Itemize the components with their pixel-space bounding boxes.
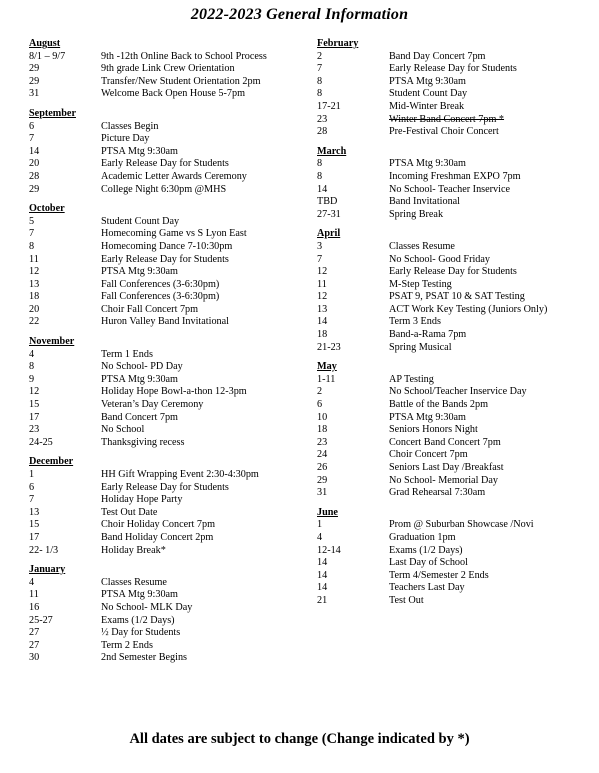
event-row [29,399,309,412]
event-date: 7 [317,253,323,265]
event-row [317,316,597,329]
event-date: 24 [317,449,328,461]
event-row [29,519,309,532]
month-heading-november: November [29,336,75,348]
event-row [29,545,309,558]
event-date: 14 [317,582,328,594]
event-row [317,519,597,532]
event-date: 23 [317,113,328,125]
event-row [317,88,597,101]
event-date: 21 [317,594,328,606]
event-date: 2 [317,50,323,62]
event-date: 28 [29,170,40,182]
event-description: Spring Musical [389,341,452,353]
event-description: ½ Day for Students [101,627,181,639]
event-row [317,291,597,304]
event-date: 17-21 [317,100,341,112]
event-date: 27-31 [317,208,341,220]
event-date: 18 [317,329,328,341]
event-description: ACT Work Key Testing (Juniors Only) [389,303,548,315]
event-description: HH Gift Wrapping Event 2:30-4:30pm [101,469,259,480]
event-date: 27 [29,627,40,639]
event-description: Huron Valley Band Invitational [101,316,229,328]
event-row [29,121,309,134]
event-description: Winter Band Concert 7pm * [389,113,505,125]
event-date: 22 [29,316,40,328]
event-row [29,374,309,387]
event-description: No School- Teacher Inservice [389,183,511,195]
event-date: 27 [29,639,40,651]
event-description: Prom @ Suburban Showcase /Novi [389,519,534,531]
event-row [29,228,309,241]
event-row [317,196,597,209]
month-heading-february: February [317,38,359,49]
event-row [317,595,597,608]
event-description: PTSA Mtg 9:30am [389,158,466,170]
event-row [317,487,597,500]
event-description: Concert Band Concert 7pm [389,436,501,448]
event-date: 16 [29,601,40,613]
event-date: 12 [29,266,40,278]
event-description: No School [101,424,145,436]
event-row [317,241,597,254]
event-description: Classes Resume [389,240,455,252]
event-description: Incoming Freshman EXPO 7pm [389,170,521,182]
event-description: AP Testing [389,373,434,385]
event-row [29,386,309,399]
event-row [29,171,309,184]
event-date: 4 [29,348,35,360]
month-heading-october: October [29,203,65,215]
event-date: 8 [29,361,35,373]
event-date: 7 [29,494,35,506]
event-date: 8 [317,88,323,100]
event-date: 3 [317,240,323,252]
event-row [317,304,597,317]
event-row [29,88,309,101]
event-row [29,184,309,197]
event-row [317,437,597,450]
event-date: 31 [29,88,40,100]
event-date: 28 [317,126,328,138]
event-date: 4 [317,531,323,543]
event-description: No School- Good Friday [389,253,491,265]
event-date: 4 [29,576,35,588]
event-date: 31 [317,487,328,499]
event-description: Term 4/Semester 2 Ends [389,569,489,581]
event-date: 12 [317,266,328,278]
event-description: Student Count Day [101,215,180,227]
event-date: 29 [29,63,40,75]
event-description: Transfer/New Student Orientation 2pm [101,75,261,87]
event-date: 6 [29,481,35,493]
event-description: Fall Conferences (3-6:30pm) [101,291,220,303]
event-row [317,386,597,399]
event-description: Graduation 1pm [389,531,456,543]
event-date: 12 [317,291,328,303]
event-row [29,577,309,590]
event-date: 7 [29,228,35,240]
event-date: 18 [317,424,328,436]
event-description: Term 3 Ends [389,316,441,328]
event-description: Pre-Festival Choir Concert [389,126,499,138]
event-description: Band-a-Rama 7pm [389,329,467,341]
event-description: 2nd Semester Begins [101,652,188,664]
event-description: Choir Fall Concert 7pm [101,303,199,315]
event-row [317,63,597,76]
event-row [317,545,597,558]
event-description: Picture Day [101,133,150,145]
event-row [317,114,597,127]
event-row [29,437,309,450]
event-description: Exams (1/2 Days) [389,544,463,556]
event-row [29,349,309,362]
event-row [29,469,309,482]
event-date: 11 [29,589,39,601]
event-date: 8/1 – 9/7 [29,50,66,62]
event-description: Term 1 Ends [101,348,153,360]
event-description: Battle of the Bands 2pm [389,399,489,411]
event-description: Veteran’s Day Ceremony [101,399,204,411]
event-date: 12-14 [317,544,341,556]
event-description: Band Holiday Concert 2pm [101,531,214,543]
event-row [317,424,597,437]
event-date: TBD [317,196,338,208]
event-date: 7 [317,63,323,75]
event-date: 21-23 [317,341,341,353]
event-description: Academic Letter Awards Ceremony [101,170,247,182]
event-row [29,615,309,628]
event-description: Test Out Date [101,506,158,518]
event-row [317,582,597,595]
event-date: 14 [317,316,328,328]
event-row [29,51,309,64]
month-heading-august: August [29,38,61,49]
event-row [317,412,597,425]
event-row [29,627,309,640]
event-description: Early Release Day for Students [101,481,229,493]
event-description: Band Invitational [389,196,461,208]
event-date: 11 [29,253,39,265]
event-row [317,279,597,292]
event-date: 14 [317,183,328,195]
event-description: PTSA Mtg 9:30am [389,411,466,423]
event-row [317,374,597,387]
event-description: 9th -12th Online Back to School Process [101,50,267,62]
event-row [29,602,309,615]
event-description: College Night 6:30pm @MHS [101,183,227,195]
event-description: Exams (1/2 Days) [101,614,175,626]
event-row [317,475,597,488]
event-date: 14 [317,557,328,569]
event-date: 14 [29,145,40,157]
event-description: Early Release Day for Students [101,253,229,265]
event-description: PTSA Mtg 9:30am [101,373,178,385]
event-date: 14 [317,569,328,581]
event-row [29,640,309,653]
event-date: 29 [29,75,40,87]
event-description: Early Release Day for Students [101,158,229,170]
event-row [29,412,309,425]
event-description: Early Release Day for Students [389,63,517,75]
month-heading-may: May [317,361,337,373]
event-row [29,482,309,495]
event-date: 6 [29,120,35,132]
event-date: 15 [29,399,40,411]
event-date: 18 [29,291,40,303]
event-description: No School- PD Day [101,361,183,373]
event-date: 23 [29,424,40,436]
event-row [317,209,597,222]
month-heading-december: December [29,456,74,468]
event-date: 17 [29,531,40,543]
event-row [29,146,309,159]
footer-note: All dates are subject to change (Change indicated by *) [129,731,470,747]
right-column [317,38,597,608]
event-row [29,424,309,437]
event-date: 13 [317,303,328,315]
event-description: Choir Concert 7pm [389,449,468,461]
event-date: 24-25 [29,436,53,448]
event-row [317,184,597,197]
event-description: Holiday Hope Bowl-a-thon 12-3pm [101,386,247,398]
event-row [317,171,597,184]
event-row [29,316,309,329]
month-heading-september: September [29,107,76,119]
event-row [317,399,597,412]
event-date: 15 [29,519,40,531]
event-row [29,291,309,304]
event-date: 5 [29,215,35,227]
event-date: 17 [29,411,40,423]
event-row [317,76,597,89]
event-description: Test Out [389,594,424,606]
event-description: PTSA Mtg 9:30am [389,75,466,87]
left-column [29,38,309,665]
event-description: 9th grade Link Crew Orientation [101,63,235,75]
event-date: 9 [29,373,35,385]
event-row [317,557,597,570]
event-description: Holiday Break* [101,544,166,556]
page-title: 2022-2023 General Information [190,6,409,23]
event-row [317,342,597,355]
event-date: 1-11 [317,373,336,385]
event-row [29,76,309,89]
event-row [29,158,309,171]
event-description: Grad Rehearsal 7:30am [389,487,486,499]
event-description: Early Release Day for Students [389,266,517,278]
event-description: Band Day Concert 7pm [389,50,486,62]
event-description: Teachers Last Day [389,582,465,594]
event-row [317,254,597,267]
event-description: No School/Teacher Inservice Day [389,386,527,398]
event-date: 20 [29,158,40,170]
event-date: 26 [317,462,328,473]
event-description: Choir Holiday Concert 7pm [101,519,216,531]
event-row [29,254,309,267]
event-row [317,101,597,114]
event-date: 1 [29,469,35,480]
event-row [29,63,309,76]
event-date: 30 [29,652,40,664]
event-description: M-Step Testing [389,278,452,290]
event-date: 10 [317,411,328,423]
event-description: PTSA Mtg 9:30am [101,266,178,278]
event-row [29,532,309,545]
event-date: 8 [317,158,323,170]
event-date: 22- 1/3 [29,544,59,556]
event-row [29,361,309,374]
event-date: 13 [29,506,40,518]
event-date: 12 [29,386,40,398]
event-row [317,449,597,462]
event-row [317,126,597,139]
event-row [29,507,309,520]
event-date: 8 [317,170,323,182]
event-date: 13 [29,278,40,290]
event-row [317,51,597,64]
event-description: Mid-Winter Break [389,100,465,112]
event-row [29,241,309,254]
event-row [317,532,597,545]
event-description: PSAT 9, PSAT 10 & SAT Testing [389,291,525,303]
event-row [29,133,309,146]
event-date: 29 [29,183,40,195]
month-heading-march: March [317,145,347,157]
event-description: Spring Break [389,208,444,220]
event-date: 1 [317,519,323,531]
event-description: Holiday Hope Party [101,494,183,506]
event-row [317,462,597,475]
event-description: No School- Memorial Day [389,474,498,486]
event-description: Band Concert 7pm [101,411,178,423]
event-description: Term 2 Ends [101,639,153,651]
event-date: 25-27 [29,614,53,626]
event-date: 29 [317,474,328,486]
event-description: Classes Resume [101,576,167,588]
event-description: Thanksgiving recess [101,436,185,448]
event-description: Fall Conferences (3-6:30pm) [101,278,220,290]
event-row [29,266,309,279]
event-row [317,329,597,342]
event-date: 6 [317,399,323,411]
event-description: PTSA Mtg 9:30am [101,589,178,601]
event-row [29,304,309,317]
event-description: Student Count Day [389,88,468,100]
event-row [317,158,597,171]
event-description: Seniors Last Day /Breakfast [389,462,504,473]
event-row [29,652,309,665]
event-row [29,494,309,507]
event-date: 8 [29,240,35,252]
event-date: 23 [317,436,328,448]
event-row [29,279,309,292]
month-heading-january: January [29,564,66,576]
event-date: 2 [317,386,323,398]
event-description: Classes Begin [101,120,159,132]
event-row [29,589,309,602]
event-description: No School- MLK Day [101,601,193,613]
event-description: Welcome Back Open House 5-7pm [101,88,246,100]
event-row [317,266,597,279]
event-description: PTSA Mtg 9:30am [101,145,178,157]
event-date: 20 [29,303,40,315]
event-row [29,216,309,229]
event-row [317,570,597,583]
event-date: 8 [317,75,323,87]
event-description: Seniors Honors Night [389,424,478,436]
month-heading-june: June [317,506,338,518]
event-date: 7 [29,133,35,145]
event-description: Last Day of School [389,557,468,569]
event-date: 11 [317,278,327,290]
event-description: Homecoming Game vs S Lyon East [101,228,247,240]
month-heading-april: April [317,228,341,240]
event-description: Homecoming Dance 7-10:30pm [101,240,233,252]
